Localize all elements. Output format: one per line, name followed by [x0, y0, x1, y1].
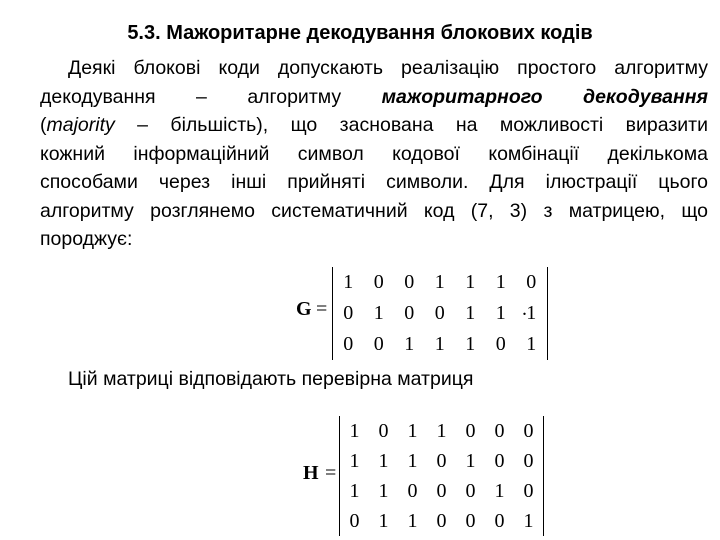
paragraph-line-1: Деякі блокові коди допускають реалізацію простого алгоритму — [68, 57, 708, 79]
matrix-cell: 0 — [465, 479, 476, 502]
matrix-row — [333, 329, 547, 360]
matrix-row — [340, 446, 543, 476]
matrix-cell: 1 — [373, 302, 384, 324]
paragraph-line-6: алгоритму розглянемо систематичний код (7, 3) з матрицею, що — [40, 199, 708, 222]
matrix-cell: 1 — [434, 271, 445, 293]
matrix-row — [333, 298, 547, 329]
matrix-cell: 0 — [526, 271, 537, 293]
matrix-cell: 0 — [343, 333, 354, 355]
section-title: 5.3. Мажоритарне декодування блокових кодів — [127, 22, 593, 44]
matrix-cell: 1 — [523, 509, 534, 532]
matrix-cell: 1 — [378, 479, 389, 502]
matrix-cell: 1 — [495, 302, 506, 324]
paragraph-line-2 — [40, 83, 708, 112]
matrix-cell: 1 — [465, 271, 476, 293]
paragraph-line-5: способами через інші прийняті символи. Для ілюстрації цього — [40, 171, 708, 193]
matrix-cell: 0 — [495, 333, 506, 355]
matrix-cell: 1 — [465, 449, 476, 472]
emphasis-term: декодування — [583, 85, 709, 108]
matrix-cell: 1 — [407, 419, 418, 442]
matrix-cell: 1 — [465, 333, 476, 355]
matrix-cell: 0 — [404, 302, 415, 324]
matrix-cell: 0 — [523, 449, 534, 472]
text-run: – більшість), що заснована на можливості виразити — [114, 114, 708, 136]
matrix-cell: 0 — [349, 509, 360, 532]
body-paragraph — [40, 54, 708, 254]
generator-matrix — [332, 267, 548, 360]
emphasis-term: мажоритарного — [381, 85, 543, 108]
matrix-cell: 0 — [494, 419, 505, 442]
matrix-cell: 1 — [378, 509, 389, 532]
matrix-cell: 1 — [407, 449, 418, 472]
matrix-cell: 0 — [494, 509, 505, 532]
matrix-cell: 0 — [436, 479, 447, 502]
matrix-cell: 0 — [404, 271, 415, 293]
matrix-cell: 1 — [526, 333, 537, 355]
matrix-cell: 1 — [526, 302, 537, 324]
paragraph-line-3 — [40, 111, 708, 140]
matrix-cell: 1 — [349, 449, 360, 472]
matrix-cell: 1 — [349, 419, 360, 442]
matrix-cell: 1 — [494, 479, 505, 502]
paragraph-line-7: породжує: — [40, 228, 133, 250]
equals-sign: = — [316, 298, 328, 320]
matrix-cell: 0 — [436, 509, 447, 532]
text-run: ( — [40, 114, 47, 136]
equals-sign: = — [325, 462, 337, 484]
trailing-period: . — [522, 298, 527, 320]
matrix-cell: 0 — [494, 449, 505, 472]
matrix-cell: 0 — [343, 302, 354, 324]
matrix-cell: 1 — [495, 271, 506, 293]
matrix-h-label: H — [303, 462, 319, 484]
matrix-cell: 1 — [434, 333, 445, 355]
matrix-cell: 0 — [523, 419, 534, 442]
matrix-row — [340, 506, 543, 536]
matrix-cell: 0 — [373, 271, 384, 293]
matrix-row — [333, 267, 547, 298]
matrix-row — [340, 476, 543, 506]
matrix-cell: 0 — [465, 509, 476, 532]
matrix-row — [340, 416, 543, 446]
matrix-cell: 1 — [404, 333, 415, 355]
parity-check-matrix — [339, 416, 544, 536]
matrix-cell: 1 — [378, 449, 389, 472]
matrix-cell: 0 — [378, 419, 389, 442]
matrix-cell: 1 — [436, 419, 447, 442]
lead-in-sentence: Цій матриці відповідають перевірна матриця — [68, 368, 474, 390]
paragraph-line-4: кожний інформаційний символ кодової комбінації декількома — [40, 142, 708, 165]
matrix-cell: 1 — [349, 479, 360, 502]
text-run: декодування – алгоритму — [40, 85, 342, 108]
matrix-cell: 0 — [436, 449, 447, 472]
matrix-cell: 1 — [465, 302, 476, 324]
matrix-cell: 0 — [434, 302, 445, 324]
matrix-cell: 0 — [465, 419, 476, 442]
matrix-cell: 1 — [407, 509, 418, 532]
matrix-cell: 0 — [407, 479, 418, 502]
matrix-cell: 0 — [523, 479, 534, 502]
english-term: majority — [46, 114, 115, 136]
matrix-cell: 0 — [373, 333, 384, 355]
matrix-g-label: G — [296, 298, 312, 320]
matrix-cell: 1 — [343, 271, 354, 293]
